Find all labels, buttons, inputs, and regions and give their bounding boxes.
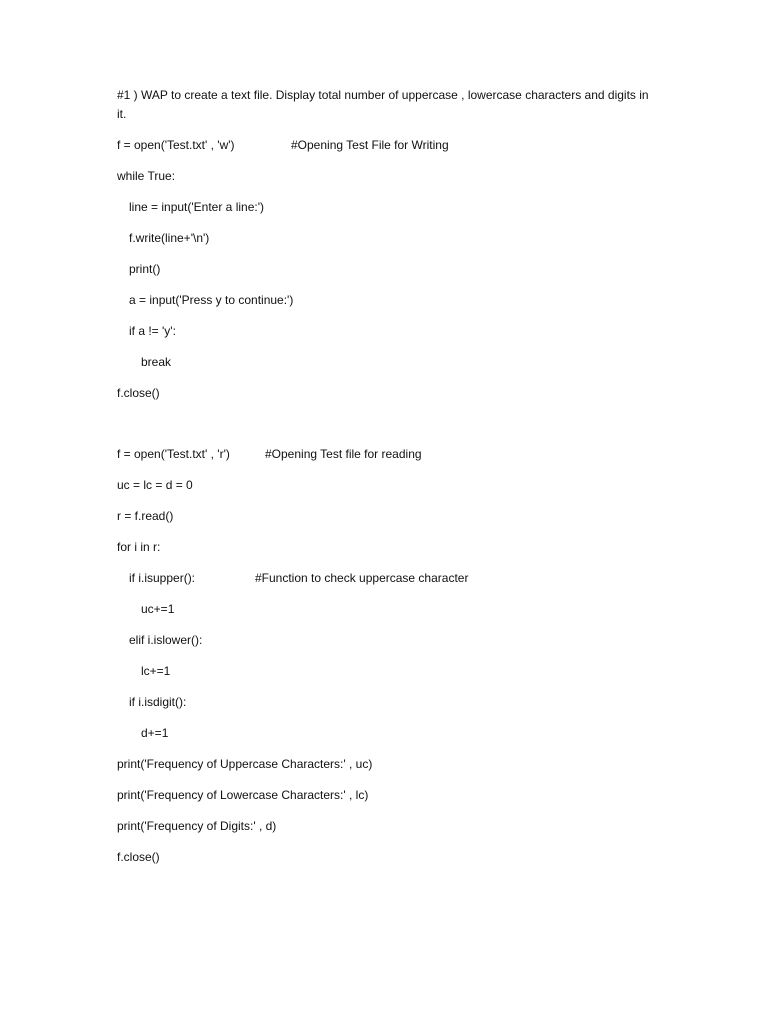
code-line: print('Frequency of Uppercase Characters:' , uc)	[117, 757, 373, 771]
code-line: for i in r:	[117, 540, 161, 554]
code-line: while True:	[117, 169, 176, 183]
code-comment: #Opening Test file for reading	[265, 447, 422, 461]
question-title: #1 ) WAP to create a text file. Display total number of uppercase , lowercase characters and digits in it.	[117, 88, 649, 121]
code-line: uc+=1	[141, 602, 175, 616]
code-line: uc = lc = d = 0	[117, 478, 193, 492]
code-line: f = open('Test.txt' , 'r')	[117, 447, 230, 461]
code-comment: #Function to check uppercase character	[255, 571, 469, 585]
code-line: print()	[129, 262, 161, 276]
code-line: lc+=1	[141, 664, 171, 678]
code-line: print('Frequency of Lowercase Characters:' , lc)	[117, 788, 369, 802]
code-line: d+=1	[141, 726, 169, 740]
code-line: if i.isdigit():	[129, 695, 187, 709]
code-line: f.close()	[117, 850, 160, 864]
code-line: r = f.read()	[117, 509, 174, 523]
code-line: a = input('Press y to continue:')	[129, 293, 294, 307]
code-line: line = input('Enter a line:')	[129, 200, 264, 214]
code-line: break	[141, 355, 172, 369]
code-line: if a != 'y':	[129, 324, 176, 338]
code-line: print('Frequency of Digits:' , d)	[117, 819, 277, 833]
code-line: if i.isupper():	[129, 571, 196, 585]
code-comment: #Opening Test File for Writing	[291, 138, 449, 152]
code-line: f = open('Test.txt' , 'w')	[117, 138, 235, 152]
code-line: elif i.islower():	[129, 633, 203, 647]
code-line: f.close()	[117, 386, 160, 400]
code-line: f.write(line+'\n')	[129, 231, 210, 245]
